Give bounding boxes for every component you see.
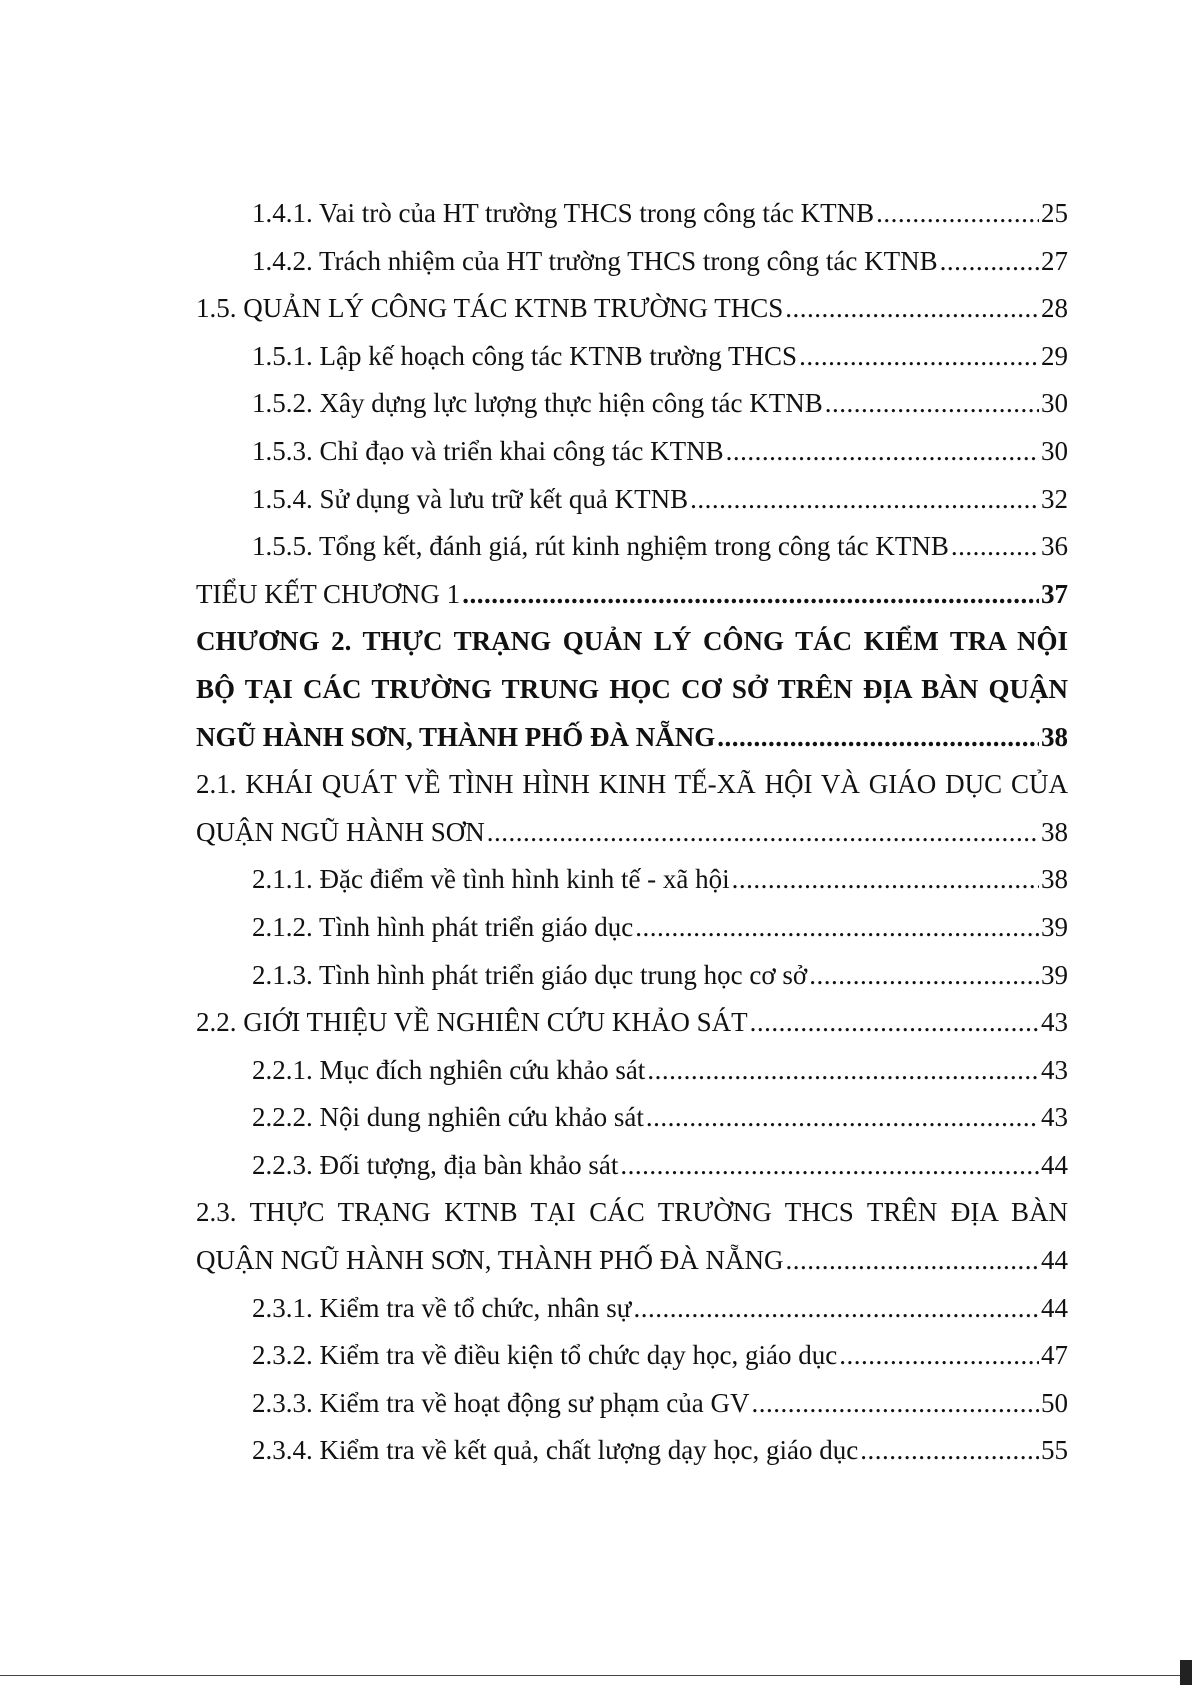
toc-entry-page: 27 (1041, 245, 1068, 276)
dot-leader (635, 904, 1039, 952)
toc-entry-title: 2.2. GIỚI THIỆU VỀ NGHIÊN CỨU KHẢO SÁT (196, 1007, 748, 1038)
dot-leader (785, 285, 1039, 333)
toc-entry-title: 1.5.1. Lập kế hoạch công tác KTNB trường THCS (252, 340, 798, 371)
toc-entry-title: 2.1.3. Tình hình phát triển giáo dục trung học cơ sở (252, 959, 808, 990)
toc-entry-1-5-2[interactable] (196, 380, 1068, 428)
toc-entry-2-3-4[interactable] (196, 1427, 1068, 1475)
toc-entry-title: 1.4.2. Trách nhiệm của HT trường THCS trong công tác KTNB (252, 245, 938, 276)
dot-leader (726, 428, 1039, 476)
dot-leader (646, 1094, 1039, 1142)
toc-entry-last-line (196, 714, 1068, 762)
toc-entry-page: 38 (1041, 816, 1068, 847)
toc-entry-title: 2.3.1. Kiểm tra về tổ chức, nhân sự (252, 1292, 632, 1323)
toc-entry-2-1-1[interactable] (196, 856, 1068, 904)
toc-entry-page: 39 (1041, 911, 1068, 942)
dot-leader (839, 1332, 1039, 1380)
toc-entry-page: 47 (1041, 1340, 1068, 1371)
dot-leader (690, 476, 1039, 524)
dot-leader (799, 333, 1039, 381)
dot-leader (717, 714, 1039, 762)
toc-entry-page: 50 (1041, 1387, 1068, 1418)
toc-entry-page: 44 (1041, 1245, 1068, 1276)
toc-entry-page: 32 (1041, 483, 1068, 514)
toc-entry-2-1-2[interactable] (196, 904, 1068, 952)
toc-entry-2-3-1[interactable] (196, 1285, 1068, 1333)
toc-entry-title: 2.3.4. Kiểm tra về kết quả, chất lượng dạy học, giáo dục (252, 1435, 859, 1466)
toc-entry-chapter-2[interactable] (196, 618, 1068, 761)
toc-entry-last-line (196, 809, 1068, 857)
dot-leader (876, 190, 1039, 238)
toc-entry-1-4-1[interactable] (196, 190, 1068, 238)
toc-entry-2-3[interactable] (196, 1189, 1068, 1284)
toc-entry-title: 2.2.1. Mục đích nghiên cứu khảo sát (252, 1054, 646, 1085)
dot-leader (860, 1427, 1039, 1475)
toc-entry-1-4-2[interactable] (196, 238, 1068, 286)
toc-entry-title: 2.3.2. Kiểm tra về điều kiện tổ chức dạy học, giáo dục (252, 1340, 838, 1371)
dot-leader (633, 1285, 1039, 1333)
toc-entry-1-5-5[interactable] (196, 523, 1068, 571)
toc-entry-page: 38 (1041, 864, 1068, 895)
toc-entry-page: 44 (1041, 1292, 1068, 1323)
toc-entry-page: 36 (1041, 531, 1068, 562)
dot-leader (487, 809, 1039, 857)
toc-entry-page: 37 (1041, 578, 1068, 609)
toc-entry-2-2-3[interactable] (196, 1142, 1068, 1190)
toc-entry-title: 2.2.3. Đối tượng, địa bàn khảo sát (252, 1149, 619, 1180)
toc-entry-title: 1.5.3. Chỉ đạo và triển khai công tác KTNB (252, 435, 724, 466)
toc-entry-page: 29 (1041, 340, 1068, 371)
dot-leader (786, 1237, 1039, 1285)
dot-leader (951, 523, 1039, 571)
toc-entry-title: 2.2.2. Nội dung nghiên cứu khảo sát (252, 1102, 644, 1133)
dot-leader (752, 1380, 1039, 1428)
toc-entry-page: 43 (1041, 1054, 1068, 1085)
toc-entry-title: 2.1.2. Tình hình phát triển giáo dục (252, 911, 634, 942)
toc-entry-page: 55 (1041, 1435, 1068, 1466)
page-bottom-edge (0, 1675, 1192, 1686)
toc-entry-2-2-2[interactable] (196, 1094, 1068, 1142)
dot-leader (647, 1047, 1039, 1095)
toc-entry-page: 44 (1041, 1149, 1068, 1180)
toc-entry-page: 39 (1041, 959, 1068, 990)
toc-entry-2-2-1[interactable] (196, 1047, 1068, 1095)
toc-entry-title-line: 2.3. THỰC TRẠNG KTNB TẠI CÁC TRƯỜNG THCS TRÊN ĐỊA BÀN (196, 1197, 1068, 1228)
toc-entry-page: 38 (1041, 721, 1068, 752)
toc-entry-title-line: NGŨ HÀNH SƠN, THÀNH PHỐ ĐÀ NẴNG (196, 721, 716, 752)
toc-entry-title: TIỂU KẾT CHƯƠNG 1 (196, 578, 461, 609)
toc-entry-chapter-1-summary[interactable] (196, 571, 1068, 619)
toc-entry-title: 1.5.5. Tổng kết, đánh giá, rút kinh nghiệm trong công tác KTNB (252, 531, 949, 562)
toc-entry-title: 2.1.1. Đặc điểm về tình hình kinh tế - xã hội (252, 864, 730, 895)
dot-leader (825, 380, 1039, 428)
toc-entry-title-line: 2.1. KHÁI QUÁT VỀ TÌNH HÌNH KINH TẾ-XÃ HỘI VÀ GIÁO DỤC CỦA (196, 769, 1068, 800)
toc-entry-page: 30 (1041, 435, 1068, 466)
dot-leader (750, 999, 1039, 1047)
toc-entry-2-2[interactable] (196, 999, 1068, 1047)
table-of-contents (196, 190, 1068, 1475)
toc-entry-1-5[interactable] (196, 285, 1068, 333)
toc-entry-page: 43 (1041, 1007, 1068, 1038)
toc-entry-title: 2.3.3. Kiểm tra về hoạt động sư phạm của GV (252, 1387, 750, 1418)
toc-entry-2-3-2[interactable] (196, 1332, 1068, 1380)
dot-leader (462, 571, 1039, 619)
dot-leader (732, 856, 1039, 904)
dot-leader (809, 952, 1039, 1000)
toc-entry-1-5-3[interactable] (196, 428, 1068, 476)
dot-leader (620, 1142, 1039, 1190)
toc-entry-title-line: QUẬN NGŨ HÀNH SƠN, THÀNH PHỐ ĐÀ NẴNG (196, 1245, 784, 1276)
toc-entry-title-line: CHƯƠNG 2. THỰC TRẠNG QUẢN LÝ CÔNG TÁC KIỂM TRA NỘI (196, 626, 1068, 657)
toc-entry-title: 1.5. QUẢN LÝ CÔNG TÁC KTNB TRƯỜNG THCS (196, 293, 784, 324)
toc-entry-title-line: BỘ TẠI CÁC TRƯỜNG TRUNG HỌC CƠ SỞ TRÊN ĐỊA BÀN QUẬN (196, 673, 1068, 704)
toc-entry-last-line (196, 1237, 1068, 1285)
dot-leader (940, 238, 1039, 286)
toc-entry-page: 30 (1041, 388, 1068, 419)
toc-entry-title: 1.5.4. Sử dụng và lưu trữ kết quả KTNB (252, 483, 689, 514)
toc-entry-1-5-4[interactable] (196, 476, 1068, 524)
toc-entry-title-line: QUẬN NGŨ HÀNH SƠN (196, 816, 485, 847)
toc-entry-title: 1.4.1. Vai trò của HT trường THCS trong công tác KTNB (252, 198, 875, 228)
toc-entry-2-3-3[interactable] (196, 1380, 1068, 1428)
toc-entry-1-5-1[interactable] (196, 333, 1068, 381)
toc-entry-page: 28 (1041, 293, 1068, 324)
toc-entry-page: 25 (1041, 198, 1068, 228)
toc-entry-2-1[interactable] (196, 761, 1068, 856)
scrollbar-thumb[interactable] (1180, 1660, 1192, 1685)
toc-entry-2-1-3[interactable] (196, 952, 1068, 1000)
toc-entry-page: 43 (1041, 1102, 1068, 1133)
toc-entry-title: 1.5.2. Xây dựng lực lượng thực hiện công tác KTNB (252, 388, 823, 419)
